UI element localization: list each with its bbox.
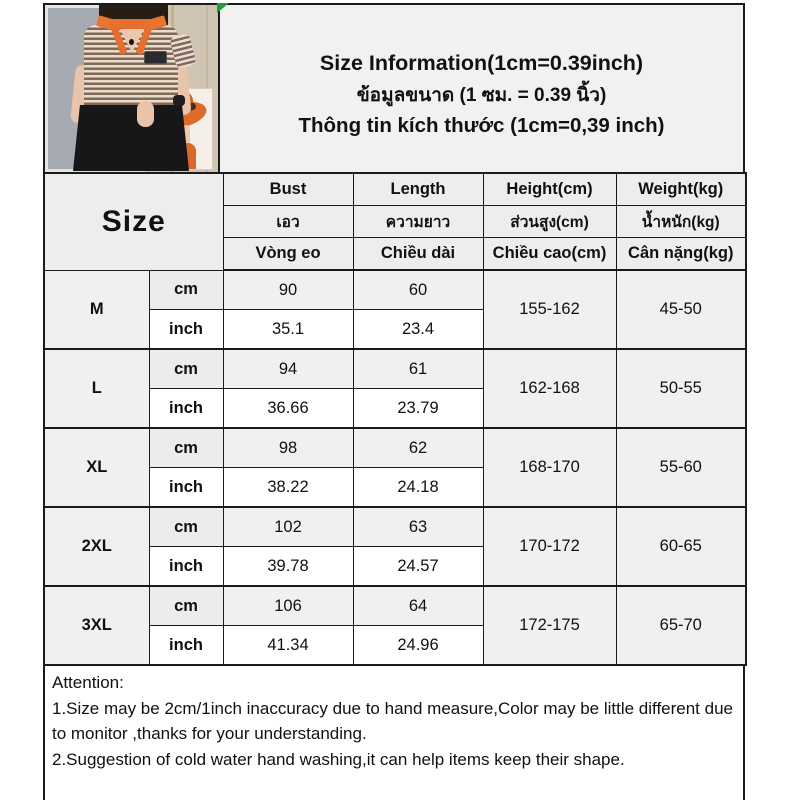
unit-inch: inch bbox=[149, 547, 223, 587]
height-range-2xl: 170-172 bbox=[483, 507, 616, 586]
height-range-l: 162-168 bbox=[483, 349, 616, 428]
unit-cm: cm bbox=[149, 586, 223, 626]
unit-inch: inch bbox=[149, 389, 223, 429]
col-header-bust-th: เอว bbox=[223, 206, 353, 238]
bust-inch-2xl: 39.78 bbox=[223, 547, 353, 587]
title-vietnamese: Thông tin kích thước (1cm=0,39 inch) bbox=[298, 114, 665, 137]
necklace-pendant bbox=[129, 39, 134, 45]
bust-cm-2xl: 102 bbox=[223, 507, 353, 547]
wrist-watch bbox=[173, 95, 185, 106]
header-row-english bbox=[44, 173, 746, 206]
title-block bbox=[220, 5, 743, 172]
title-english: Size Information(1cm=0.39inch) bbox=[319, 51, 644, 75]
bust-inch-3xl: 41.34 bbox=[223, 626, 353, 666]
bust-inch-xl: 38.22 bbox=[223, 468, 353, 508]
col-header-length: Length bbox=[353, 173, 483, 206]
col-header-bust-vi: Vòng eo bbox=[223, 238, 353, 271]
table-row bbox=[44, 349, 746, 389]
height-range-m: 155-162 bbox=[483, 270, 616, 349]
length-inch-l: 23.79 bbox=[353, 389, 483, 429]
size-header-cell: Size bbox=[44, 173, 223, 270]
unit-inch: inch bbox=[149, 468, 223, 508]
size-label-2xl: 2XL bbox=[44, 507, 149, 586]
table-row bbox=[44, 586, 746, 626]
title-thai: ข้อมูลขนาด (1 ซม. = 0.39 นิ้ว) bbox=[356, 85, 607, 106]
col-header-length-vi: Chiều dài bbox=[353, 238, 483, 271]
col-header-weight: Weight(kg) bbox=[616, 173, 746, 206]
unit-cm: cm bbox=[149, 349, 223, 389]
weight-range-2xl: 60-65 bbox=[616, 507, 746, 586]
height-range-3xl: 172-175 bbox=[483, 586, 616, 665]
attention-heading: Attention: bbox=[52, 673, 124, 692]
length-inch-3xl: 24.96 bbox=[353, 626, 483, 666]
length-cm-l: 61 bbox=[353, 349, 483, 389]
col-header-height-th: ส่วนสูง(cm) bbox=[483, 206, 616, 238]
col-header-height-vi: Chiều cao(cm) bbox=[483, 238, 616, 271]
length-cm-2xl: 63 bbox=[353, 507, 483, 547]
size-chart-sheet bbox=[43, 3, 745, 800]
size-label-xl: XL bbox=[44, 428, 149, 507]
attention-note-2: 2.Suggestion of cold water hand washing,it can help items keep their shape. bbox=[52, 749, 625, 769]
bust-cm-3xl: 106 bbox=[223, 586, 353, 626]
col-header-height: Height(cm) bbox=[483, 173, 616, 206]
bust-inch-l: 36.66 bbox=[223, 389, 353, 429]
black-skirt bbox=[73, 105, 189, 171]
length-cm-m: 60 bbox=[353, 270, 483, 310]
bust-cm-m: 90 bbox=[223, 270, 353, 310]
attention-notes bbox=[43, 666, 745, 800]
col-header-weight-vi: Cân nặng(kg) bbox=[616, 238, 746, 271]
chest-logo-patch bbox=[144, 51, 167, 64]
col-header-bust: Bust bbox=[223, 173, 353, 206]
length-inch-m: 23.4 bbox=[353, 310, 483, 350]
top-band bbox=[43, 3, 745, 172]
col-header-length-th: ความยาว bbox=[353, 206, 483, 238]
unit-cm: cm bbox=[149, 270, 223, 310]
weight-range-l: 50-55 bbox=[616, 349, 746, 428]
size-table bbox=[43, 172, 747, 666]
length-inch-xl: 24.18 bbox=[353, 468, 483, 508]
green-corner-marker bbox=[217, 3, 229, 13]
bust-inch-m: 35.1 bbox=[223, 310, 353, 350]
weight-range-m: 45-50 bbox=[616, 270, 746, 349]
col-header-weight-th: น้ำหนัก(kg) bbox=[616, 206, 746, 238]
unit-cm: cm bbox=[149, 507, 223, 547]
weight-range-xl: 55-60 bbox=[616, 428, 746, 507]
product-photo bbox=[45, 5, 220, 172]
weight-range-3xl: 65-70 bbox=[616, 586, 746, 665]
attention-note-1: 1.Size may be 2cm/1inch inaccuracy due to hand measure,Color may be little different due to monitor ,thanks for your understanding. bbox=[52, 698, 733, 743]
size-label-m: M bbox=[44, 270, 149, 349]
table-row bbox=[44, 507, 746, 547]
length-inch-2xl: 24.57 bbox=[353, 547, 483, 587]
table-row bbox=[44, 428, 746, 468]
unit-inch: inch bbox=[149, 310, 223, 350]
bust-cm-l: 94 bbox=[223, 349, 353, 389]
table-row bbox=[44, 270, 746, 310]
height-range-xl: 168-170 bbox=[483, 428, 616, 507]
length-cm-3xl: 64 bbox=[353, 586, 483, 626]
bust-cm-xl: 98 bbox=[223, 428, 353, 468]
unit-cm: cm bbox=[149, 428, 223, 468]
size-label-l: L bbox=[44, 349, 149, 428]
size-label-3xl: 3XL bbox=[44, 586, 149, 665]
length-cm-xl: 62 bbox=[353, 428, 483, 468]
model-hand bbox=[137, 101, 154, 127]
unit-inch: inch bbox=[149, 626, 223, 666]
